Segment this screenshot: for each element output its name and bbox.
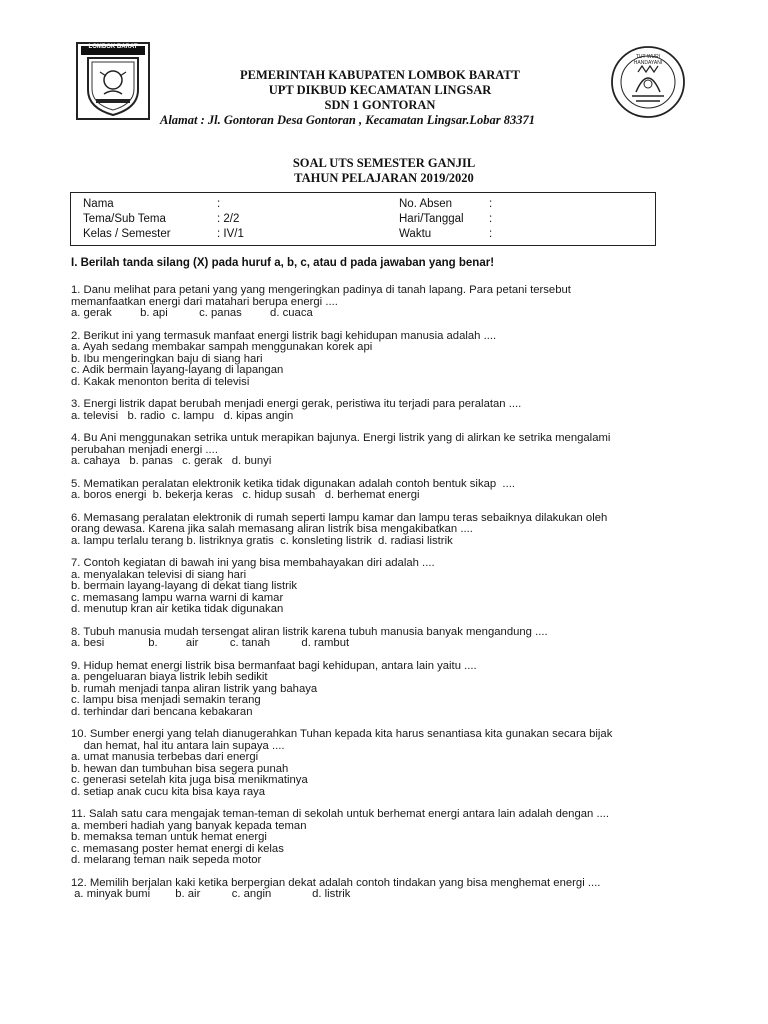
question-6 — [71, 513, 691, 548]
letterhead-address: Alamat : Jl. Gontoran Desa Gontoran , Kecamatan Lingsar.Lobar 83371 — [160, 113, 536, 127]
info-value-field[interactable]: : — [489, 198, 493, 210]
student-info-box — [70, 192, 656, 246]
question-stem: 1. Danu melihat para petani yang yang mengeringkan padinya di tanah lapang. Para petani tersebut memanfaatkan energi dari matahari berupa energi .... — [71, 284, 571, 308]
question-stem: 2. Berikut ini yang termasuk manfaat energi listrik bagi kehidupan manusia adalah .... — [71, 329, 497, 342]
answer-option-b[interactable]: b. rumah menjadi tanpa aliran listrik yang bahaya — [71, 682, 318, 695]
answer-option-c[interactable]: c. memasang poster hemat energi di kelas — [71, 842, 284, 855]
lombok-barat-crest-icon — [76, 42, 150, 120]
answer-option-d[interactable]: d. menutup kran air ketika tidak digunakan — [71, 603, 284, 615]
question-1 — [71, 285, 691, 320]
answer-option-b[interactable]: b. memaksa teman untuk hemat energi — [71, 831, 267, 843]
question-stem: 11. Salah satu cara mengajak teman-teman di sekolah untuk berhemat energi antara lain adalah dengan .... — [71, 808, 609, 820]
answer-options[interactable]: a. cahaya b. panas c. gerak d. bunyi — [71, 455, 272, 467]
question-list — [71, 285, 691, 912]
info-label: No. Absen — [399, 198, 453, 210]
answer-options[interactable]: a. lampu terlalu terang b. listriknya gratis c. konsleting listrik d. radiasi listrik — [71, 534, 453, 547]
question-stem: 12. Memilih berjalan kaki ketika berpergian dekat adalah contoh tindakan yang bisa menghemat energi .... — [71, 876, 601, 889]
answer-option-b[interactable]: b. bermain layang-layang di dekat tiang listrik — [71, 580, 298, 592]
answer-option-a[interactable]: a. pengeluaran biaya listrik lebih sedikit — [71, 671, 268, 683]
answer-option-d[interactable]: d. setiap anak cucu kita bisa kaya raya — [71, 785, 266, 798]
info-label: Nama — [83, 198, 114, 210]
answer-option-b[interactable]: b. Ibu mengeringkan baju di siang hari — [71, 352, 263, 365]
info-label: Hari/Tanggal — [399, 213, 464, 225]
answer-option-b[interactable]: b. hewan dan tumbuhan bisa segera punah — [71, 762, 289, 775]
question-stem: 8. Tubuh manusia mudah tersengat aliran listrik karena tubuh manusia banyak mengandung .... — [71, 625, 548, 638]
question-7 — [71, 558, 691, 616]
exam-year: TAHUN PELAJARAN 2019/2020 — [294, 171, 474, 185]
info-row — [71, 227, 655, 242]
info-value-field[interactable]: : — [489, 228, 493, 240]
info-value-field[interactable]: : — [217, 198, 221, 210]
question-4 — [71, 433, 691, 468]
answer-option-c[interactable]: c. memasang lampu warna warni di kamar — [71, 591, 284, 604]
answer-option-a[interactable]: a. menyalakan televisi di siang hari — [71, 568, 247, 581]
answer-option-a[interactable]: a. umat manusia terbebas dari energi — [71, 751, 259, 763]
question-stem: 3. Energi listrik dapat berubah menjadi energi gerak, peristiwa itu terjadi para peralatan .... — [71, 398, 522, 410]
answer-option-c[interactable]: c. generasi setelah kita juga bisa menikmatinya — [71, 774, 308, 786]
question-stem: 6. Memasang peralatan elektronik di rumah seperti lampu kamar dan lampu teras sebaiknya dilakukan oleh orang dewasa. Karena jika salah memasang aliran listrik bisa mengakibatkan .... — [71, 511, 608, 535]
exam-title: SOAL UTS SEMESTER GANJIL — [292, 156, 476, 170]
question-9 — [71, 661, 691, 719]
info-label: Kelas / Semester — [83, 228, 171, 240]
instruction-heading: I. Berilah tanda silang (X) pada huruf a, b, c, atau d pada jawaban yang benar! — [71, 257, 495, 269]
question-stem: 7. Contoh kegiatan di bawah ini yang bisa membahayakan diri adalah .... — [71, 557, 435, 569]
info-label: Waktu — [399, 228, 432, 240]
answer-options[interactable]: a. besi b. air c. tanah d. rambut — [71, 637, 350, 649]
answer-options[interactable]: a. televisi b. radio c. lampu d. kipas angin — [71, 409, 294, 422]
exam-title-block — [0, 156, 768, 186]
question-5 — [71, 479, 691, 502]
info-row — [71, 212, 655, 227]
question-stem: 9. Hidup hemat energi listrik bisa bermanfaat bagi kehidupan, antara lain yaitu .... — [71, 659, 477, 672]
left-logo-caption: LOMBOK BARAT — [88, 44, 138, 50]
answer-option-d[interactable]: d. Kakak menonton berita di televisi — [71, 375, 250, 388]
info-label: Tema/Sub Tema — [83, 213, 166, 225]
info-value-field[interactable]: : 2/2 — [217, 213, 240, 225]
letterhead — [160, 68, 600, 127]
answer-option-a[interactable]: a. Ayah sedang membakar sampah menggunakan korek api — [71, 341, 373, 353]
question-10 — [71, 729, 691, 798]
letterhead-government: PEMERINTAH KABUPATEN LOMBOK BARATT — [240, 68, 520, 82]
question-3 — [71, 399, 691, 422]
question-stem: 10. Sumber energi yang telah dianugerahkan Tuhan kepada kita harus senantiasa kita gunakan secara bijak dan hemat, hal itu antara lain supaya .... — [71, 728, 613, 752]
info-row — [71, 197, 655, 212]
answer-option-d[interactable]: d. terhindar dari bencana kebakaran — [71, 705, 253, 718]
info-value-field[interactable]: : — [489, 213, 493, 225]
info-value-field[interactable]: : IV/1 — [217, 228, 244, 240]
answer-options[interactable]: a. minyak bumi b. air c. angin d. listrik — [71, 888, 351, 900]
question-12 — [71, 878, 691, 901]
answer-options[interactable]: a. gerak b. api c. panas d. cuaca — [71, 307, 313, 319]
answer-option-c[interactable]: c. lampu bisa menjadi semakin terang — [71, 694, 261, 706]
question-stem: 5. Mematikan peralatan elektronik ketika tidak digunakan adalah contoh bentuk sikap .... — [71, 477, 515, 490]
question-11 — [71, 809, 691, 867]
right-logo-caption: TUT WURI HANDAYANI — [633, 54, 663, 66]
question-stem: 4. Bu Ani menggunakan setrika untuk merapikan bajunya. Energi listrik yang di alirkan ke setrika mengalami perubahan menjadi energi .... — [71, 432, 611, 456]
answer-option-a[interactable]: a. memberi hadiah yang banyak kepada teman — [71, 819, 307, 832]
question-2 — [71, 331, 691, 389]
answer-option-d[interactable]: d. melarang teman naik sepeda motor — [71, 854, 262, 866]
answer-options[interactable]: a. boros energi b. bekerja keras c. hidup susah d. berhemat energi — [71, 489, 420, 501]
answer-option-c[interactable]: c. Adik bermain layang-layang di lapangan — [71, 364, 284, 376]
letterhead-upt: UPT DIKBUD KECAMATAN LINGSAR — [268, 83, 492, 97]
letterhead-school: SDN 1 GONTORAN — [324, 98, 436, 112]
question-8 — [71, 627, 691, 650]
